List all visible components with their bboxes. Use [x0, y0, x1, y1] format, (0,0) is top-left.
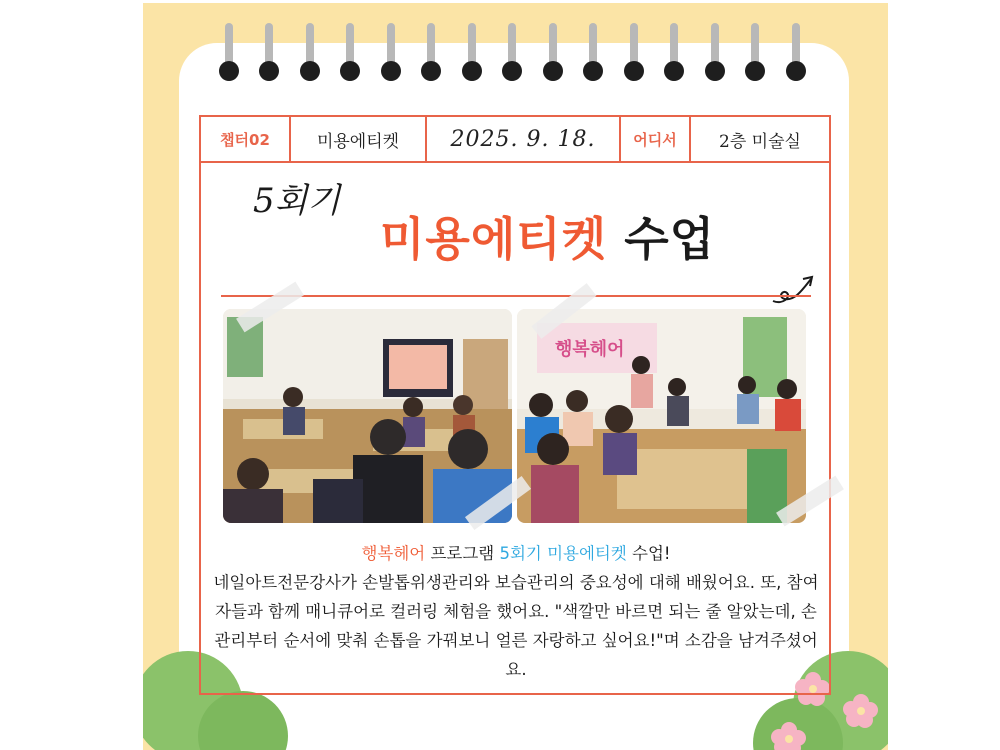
classroom-photo-right — [517, 309, 806, 523]
newsletter-page — [143, 3, 888, 750]
ring-icon — [664, 23, 684, 83]
title-divider — [221, 295, 811, 297]
ring-icon — [381, 23, 401, 83]
ring-icon — [300, 23, 320, 83]
info-header — [201, 117, 829, 163]
flower-icon — [771, 721, 807, 750]
ring-icon — [543, 23, 563, 83]
ring-icon — [583, 23, 603, 83]
title-rest: 수업 — [624, 212, 716, 266]
ring-icon — [340, 23, 360, 83]
ring-icon — [421, 23, 441, 83]
ring-icon — [786, 23, 806, 83]
description-headline: 행복헤어 프로그램 5회기 미용에티켓 수업! — [361, 544, 671, 563]
banner-text: 행복헤어 — [555, 339, 625, 360]
ring-icon — [462, 23, 482, 83]
session-date: 2025. 9. 18. — [427, 117, 621, 161]
where-label: 어디서 — [621, 117, 691, 161]
ring-icon — [745, 23, 765, 83]
description-paragraph: 네일아트전문강사가 손발톱위생관리와 보습관리의 중요성에 대해 배웠어요. 또, 참여자들과 함께 매니큐어로 컬러링 체험을 했어요. "색깔만 바르면 되는 줄 알았는데, 손 관리부터 순서에 맞춰 손톱을 가꿔보니 얼른 자랑하고 싶어요!"며 소감을 남겨주셨어요. — [213, 573, 819, 679]
location-value: 2층 미술실 — [719, 131, 801, 152]
title-highlight: 미용에티켓 — [380, 212, 608, 266]
ring-icon — [219, 23, 239, 83]
chapter-name: 미용에티켓 — [291, 117, 427, 161]
session-number: 5회기 — [253, 181, 341, 221]
flower-icon — [843, 693, 879, 729]
chapter-label: 챕터02 — [201, 117, 291, 161]
ring-icon — [502, 23, 522, 83]
ring-icon — [705, 23, 725, 83]
ring-icon — [259, 23, 279, 83]
spiral-binding — [213, 23, 833, 83]
classroom-photo-left — [223, 309, 512, 523]
swirl-arrow-icon — [769, 271, 819, 307]
description — [213, 539, 819, 684]
ring-icon — [624, 23, 644, 83]
page-title — [380, 203, 715, 269]
